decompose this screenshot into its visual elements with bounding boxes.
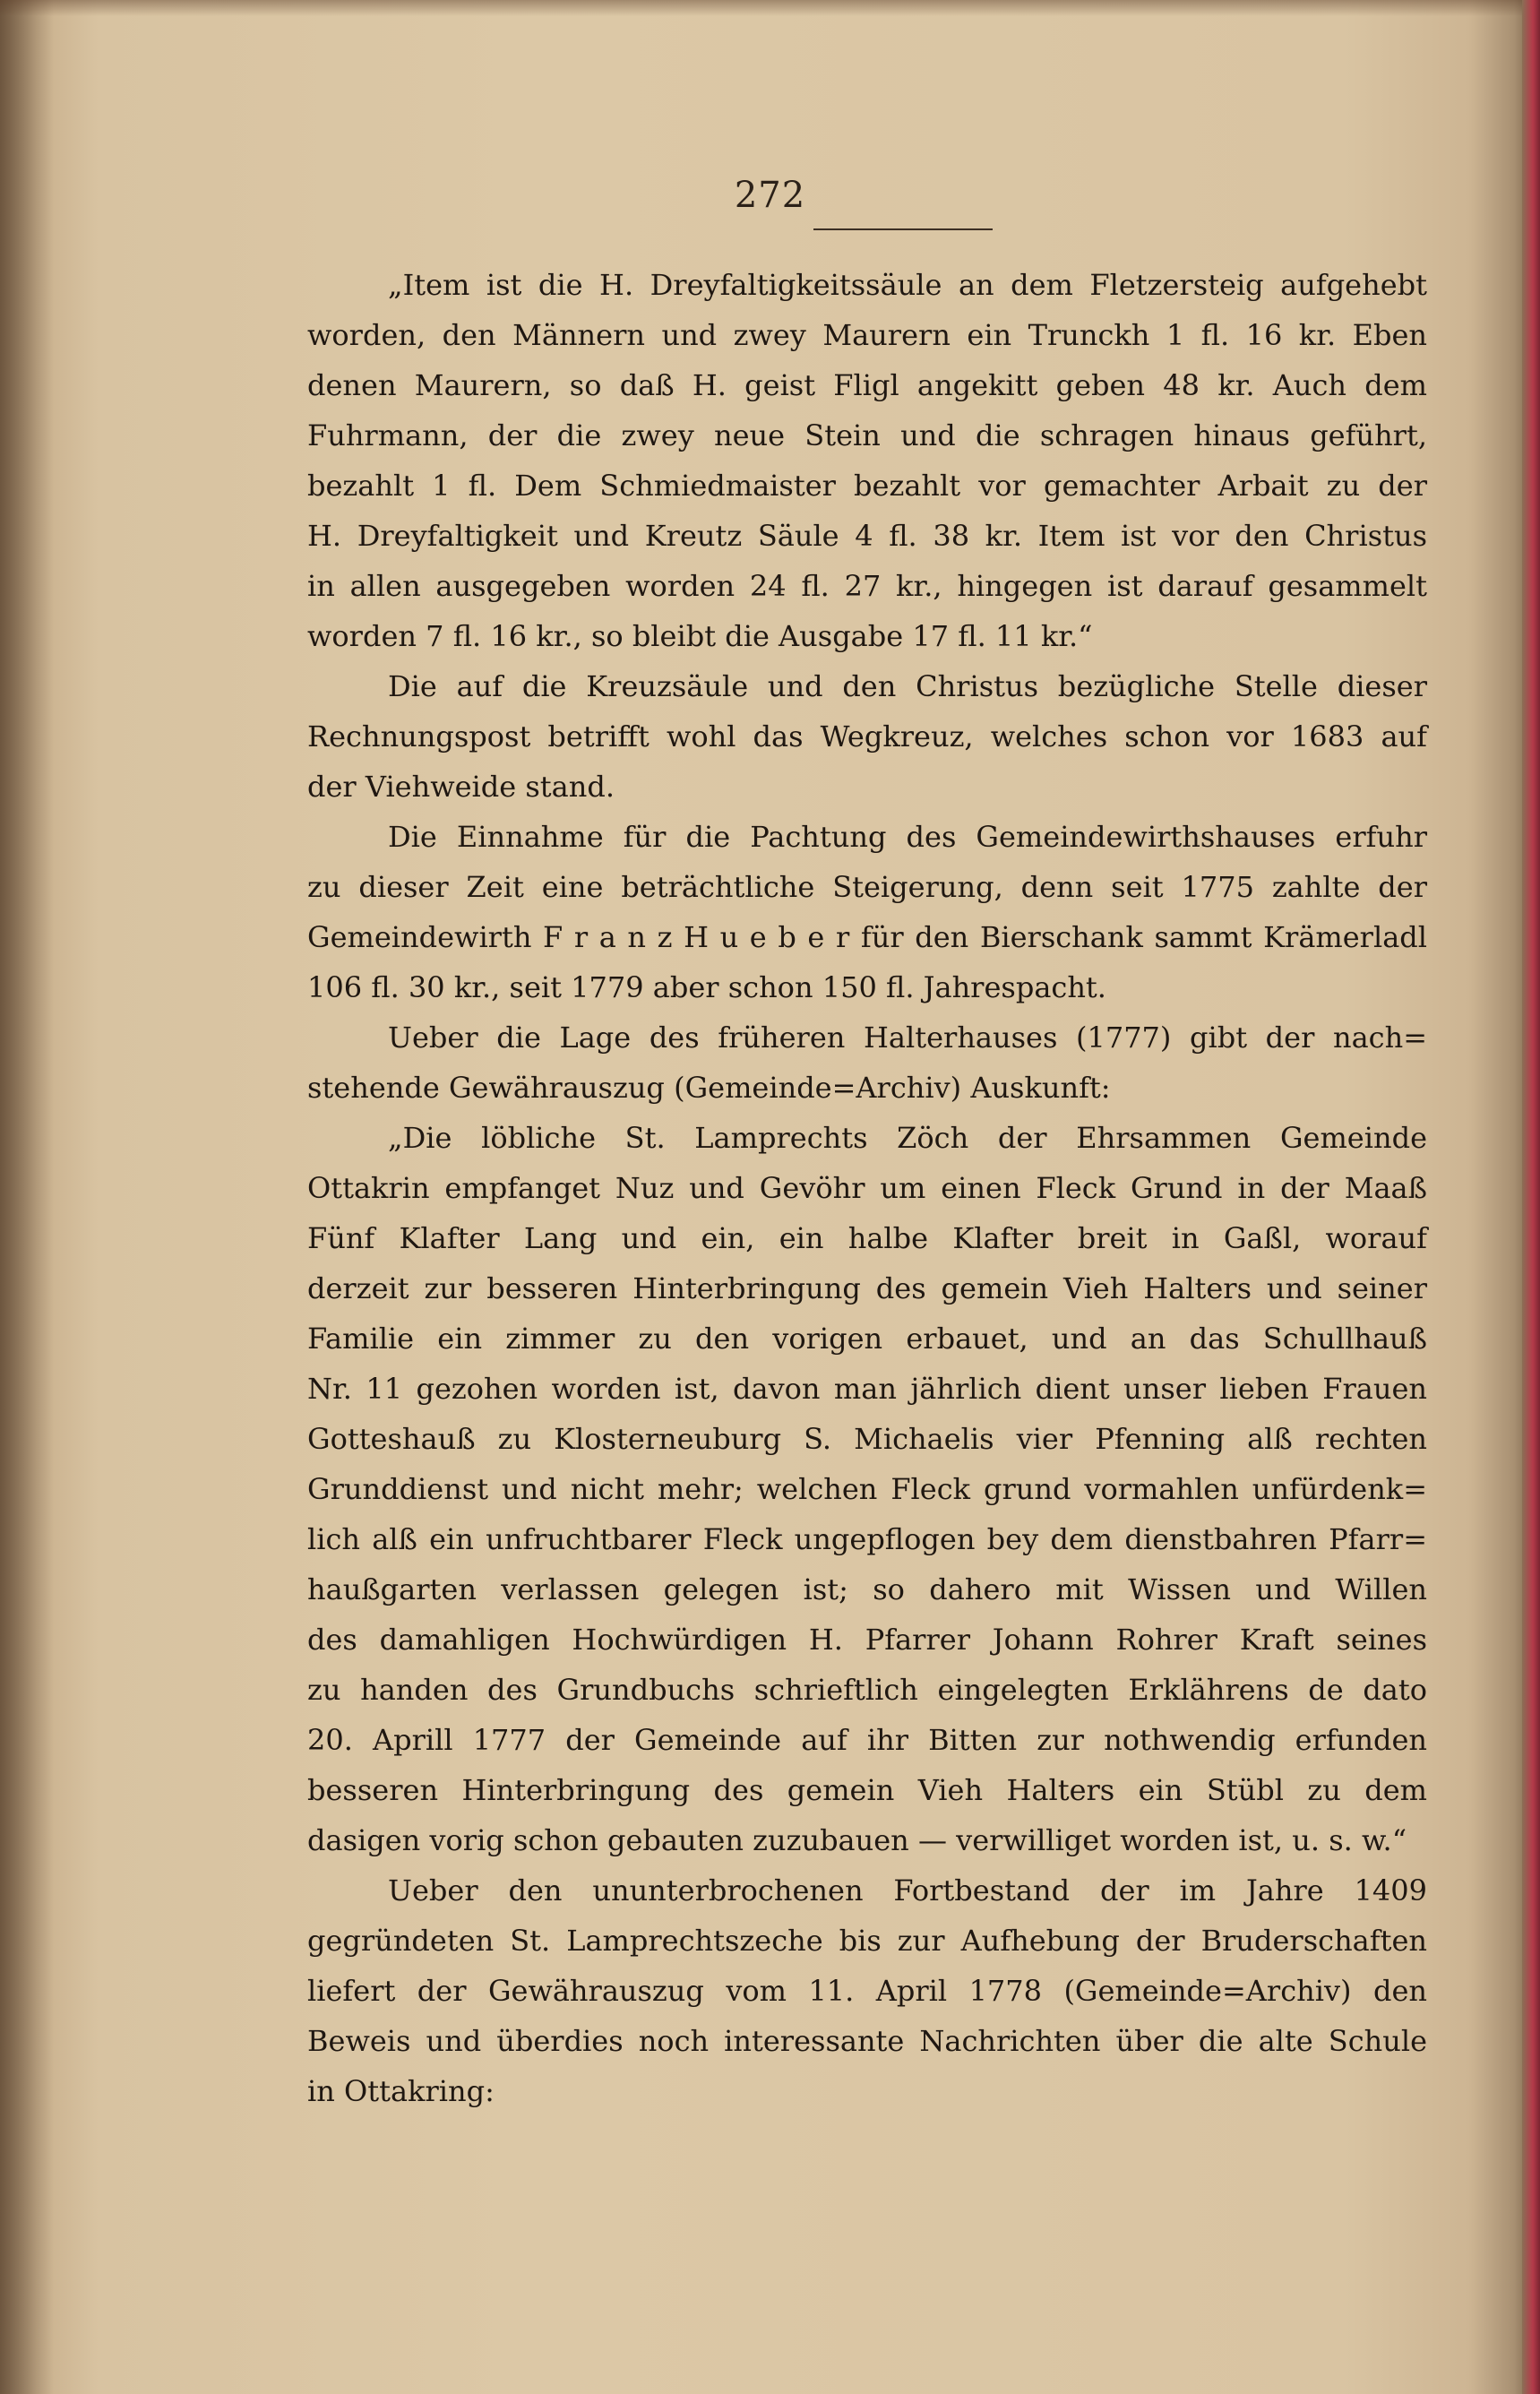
text-line: „Item ist die H. Dreyfaltigkeitssäule an dem Fletzersteig aufgehebt <box>388 268 1427 302</box>
text-line: der Viehweide stand. <box>307 770 615 804</box>
text-line: Beweis und überdies noch interessante Nachrichten über die alte Schule <box>307 2024 1427 2058</box>
text-line: Ueber den ununterbrochenen Fortbestand der im Jahre 1409 <box>388 1873 1427 1907</box>
text-line: in allen ausgegeben worden 24 fl. 27 kr., hingegen ist darauf gesammelt <box>307 569 1427 603</box>
text-line: Rechnungspost betrifft wohl das Wegkreuz, welches schon vor 1683 auf <box>307 719 1427 754</box>
text-line: Ottakrin empfanget Nuz und Gevöhr um einen Fleck Grund in der Maaß <box>307 1171 1427 1205</box>
text-line: stehende Gewährauszug (Gemeinde=Archiv) Auskunft: <box>307 1071 1111 1105</box>
text-line: Ueber die Lage des früheren Halterhauses (1777) gibt der nach= <box>388 1020 1427 1055</box>
text-line: 20. Aprill 1777 der Gemeinde auf ihr Bitten zur nothwendig erfunden <box>307 1723 1427 1757</box>
header-rule <box>813 228 993 230</box>
text-line: zu handen des Grundbuchs schrieftlich eingelegten Erklährens de dato <box>307 1673 1427 1707</box>
text-line: 106 fl. 30 kr., seit 1779 aber schon 150 fl. Jahrespacht. <box>307 970 1106 1004</box>
text-line: worden, den Männern und zwey Maurern ein Trunckh 1 fl. 16 kr. Eben <box>307 318 1427 352</box>
paragraph <box>307 260 1427 661</box>
text-line: Gotteshauß zu Klosterneuburg S. Michaelis vier Pfenning alß rechten <box>307 1422 1427 1456</box>
text-line: haußgarten verlassen gelegen ist; so dahero mit Wissen und Willen <box>307 1572 1427 1606</box>
body-text <box>307 260 1427 2116</box>
text-line: Die Einnahme für die Pachtung des Gemeindewirthshauses erfuhr <box>388 820 1427 854</box>
text-line: Die auf die Kreuzsäule und den Christus bezügliche Stelle dieser <box>388 669 1427 703</box>
text-line: bezahlt 1 fl. Dem Schmiedmaister bezahlt vor gemachter Arbait zu der <box>307 469 1427 503</box>
text-line: Grunddienst und nicht mehr; welchen Fleck grund vormahlen unfürdenk= <box>307 1472 1427 1506</box>
text-line: denen Maurern, so daß H. geist Fligl angekitt geben 48 kr. Auch dem <box>307 368 1427 402</box>
paragraph <box>307 1113 1427 1865</box>
text-line: worden 7 fl. 16 kr., so bleibt die Ausgabe 17 fl. 11 kr.“ <box>307 619 1093 653</box>
paragraph <box>307 661 1427 812</box>
page-number: 272 <box>734 175 806 216</box>
text-line: des damahligen Hochwürdigen H. Pfarrer Johann Rohrer Kraft seines <box>307 1623 1427 1657</box>
text-line: derzeit zur besseren Hinterbringung des gemein Vieh Halters und seiner <box>307 1271 1427 1305</box>
paragraph <box>307 812 1427 1012</box>
text-line: gegründeten St. Lamprechtszeche bis zur Aufhebung der Bruderschaften <box>307 1924 1427 1958</box>
text-line: lich alß ein unfruchtbarer Fleck ungepflogen bey dem dienstbahren Pfarr= <box>307 1522 1427 1556</box>
top-edge-shadow <box>0 0 1540 16</box>
text-line: Fuhrmann, der die zwey neue Stein und die schragen hinaus geführt, <box>307 418 1427 452</box>
paragraph <box>307 1012 1427 1113</box>
book-edge <box>1522 0 1540 2394</box>
text-line: in Ottakring: <box>307 2074 495 2108</box>
text-line: besseren Hinterbringung des gemein Vieh Halters ein Stübl zu dem <box>307 1773 1427 1807</box>
text-line: Nr. 11 gezohen worden ist, davon man jährlich dient unser lieben Frauen <box>307 1372 1427 1406</box>
paragraph <box>307 1865 1427 2116</box>
text-line: zu dieser Zeit eine beträchtliche Steigerung, denn seit 1775 zahlte der <box>307 870 1427 904</box>
text-line: dasigen vorig schon gebauten zuzubauen — verwilliget worden ist, u. s. w.“ <box>307 1823 1407 1857</box>
text-line: Fünf Klafter Lang und ein, ein halbe Klafter breit in Gaßl, worauf <box>307 1221 1427 1255</box>
text-line: Familie ein zimmer zu den vorigen erbauet, und an das Schullhauß <box>307 1322 1427 1356</box>
text-line: „Die löbliche St. Lamprechts Zöch der Ehrsammen Gemeinde <box>388 1121 1427 1155</box>
text-line: H. Dreyfaltigkeit und Kreutz Säule 4 fl. 38 kr. Item ist vor den Christus <box>307 519 1427 553</box>
text-line: Gemeindewirth F r a n z H u e b e r für den Bierschank sammt Krämerladl <box>307 920 1427 954</box>
text-line: liefert der Gewährauszug vom 11. April 1778 (Gemeinde=Archiv) den <box>307 1974 1427 2008</box>
gutter-shadow <box>0 0 54 2394</box>
